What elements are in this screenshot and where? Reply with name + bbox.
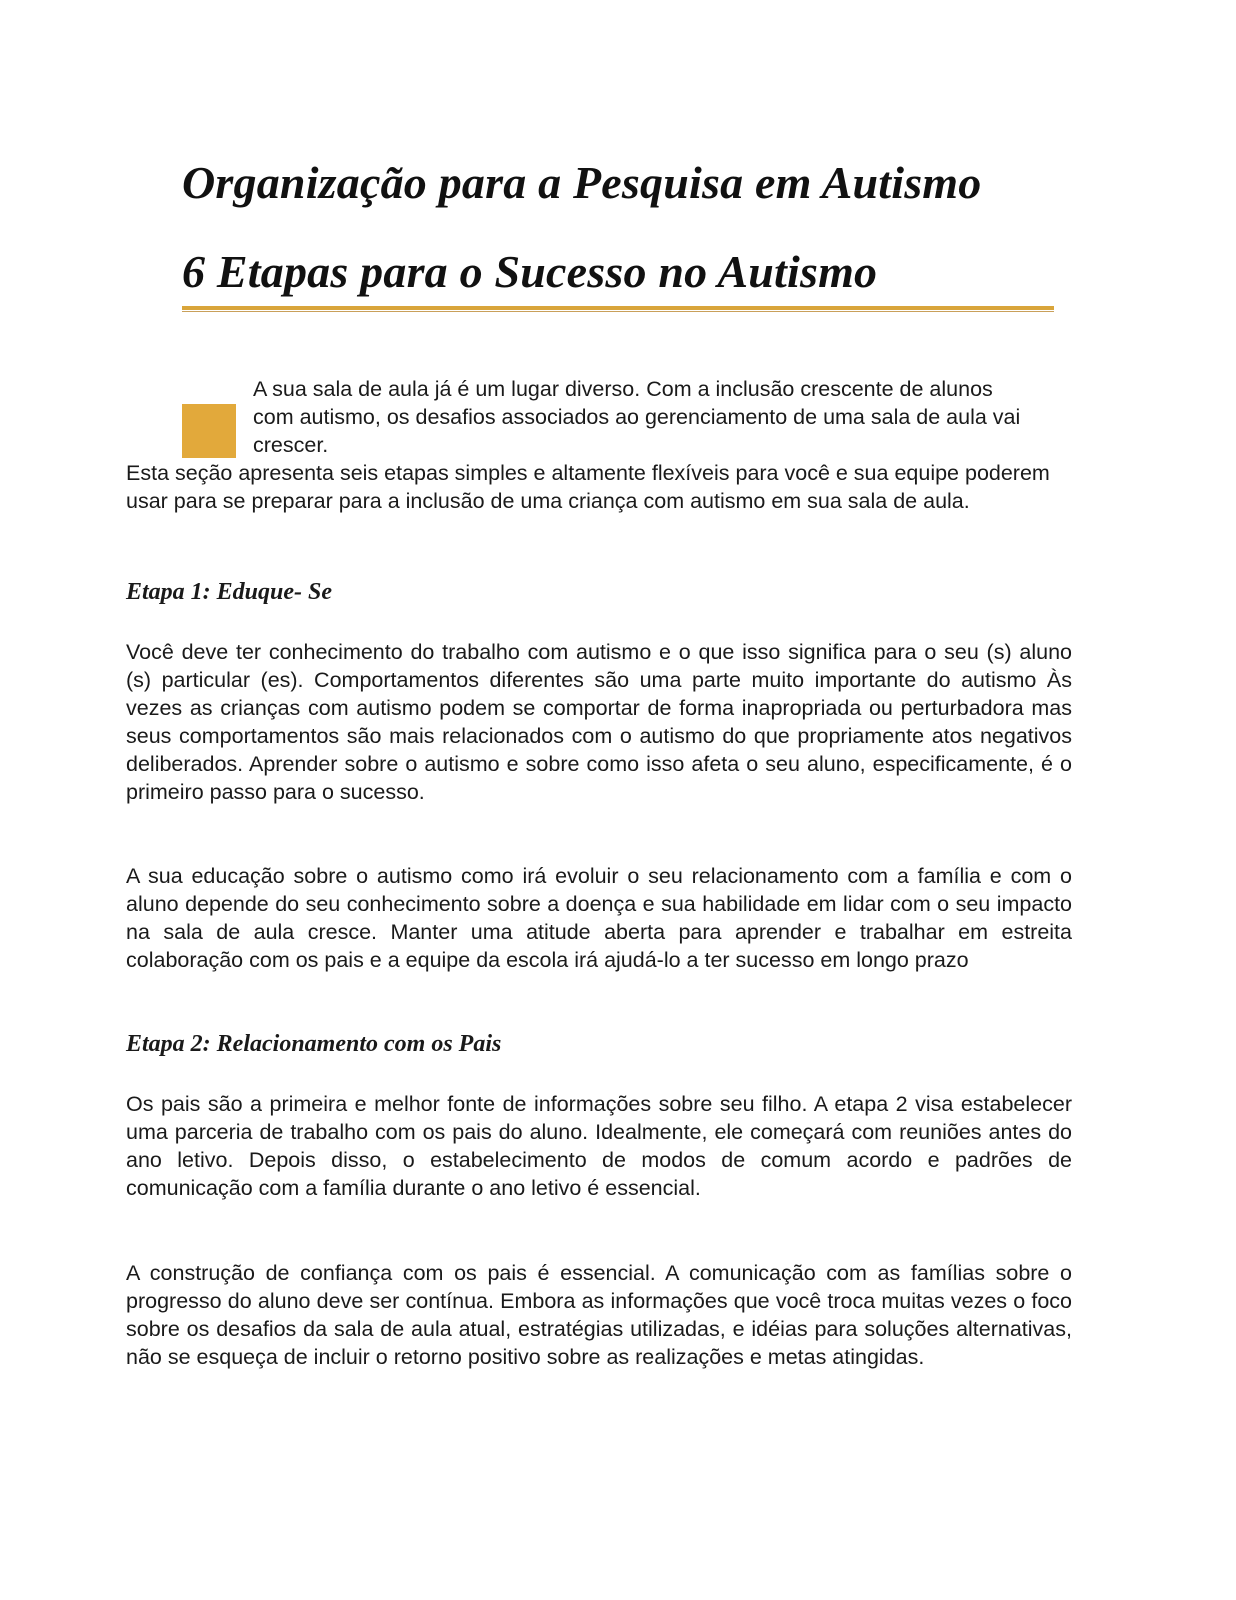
intro-lead-paragraph: A sua sala de aula já é um lugar diverso. Com a inclusão crescente de alunos com autismo, os desafios associados ao gerenciamento de uma sala de aula vai crescer. (253, 377, 1021, 457)
title-underline-thin (182, 311, 1054, 312)
etapa-1-paragraph-2: A sua educação sobre o autismo como irá evoluir o seu relacionamento com a família e com o aluno depende do seu conhecimento sobre a doença e sua habilidade em lidar com o seu impacto na sala de aula cresce. Manter uma atitude aberta para aprender e trabalhar em estreita colaboração com os pais e a equipe da escola irá ajudá-lo a ter sucesso em longo prazo (126, 864, 1072, 972)
document-title: Organização para a Pesquisa em Autismo (182, 157, 982, 208)
accent-square-icon (182, 404, 236, 458)
section-heading-etapa-1: Etapa 1: Eduque- Se (126, 579, 333, 605)
etapa-1-paragraph-1: Você deve ter conhecimento do trabalho com autismo e o que isso significa para o seu (s) aluno (s) particular (es). Comportamentos diferentes são uma parte muito importante do autismo Às vezes as crianças com autismo podem se comportar de forma inapropriada ou perturbadora mas seus comportamentos são mais relacionados com o autismo do que propriamente atos negativos deliberados. Aprender sobre o autismo e sobre como isso afeta o seu aluno, especificamente, é o primeiro passo para o sucesso. (126, 640, 1072, 804)
document-subtitle: 6 Etapas para o Sucesso no Autismo (182, 246, 878, 297)
etapa-2-paragraph-2: A construção de confiança com os pais é essencial. A comunicação com as famílias sobre o progresso do aluno deve ser contínua. Embora as informações que você troca muitas vezes o foco sobre os desafios da sala de aula atual, estratégias utilizadas, e idéias para soluções alternativas, não se esqueça de incluir o retorno positivo sobre as realizações e metas atingidas. (126, 1261, 1072, 1369)
title-underline (182, 306, 1054, 310)
intro-body-paragraph: Esta seção apresenta seis etapas simples e altamente flexíveis para você e sua equipe poderem usar para se preparar para a inclusão de uma criança com autismo em sua sala de aula. (126, 461, 1050, 513)
section-heading-etapa-2: Etapa 2: Relacionamento com os Pais (126, 1031, 502, 1057)
etapa-2-paragraph-1: Os pais são a primeira e melhor fonte de informações sobre seu filho. A etapa 2 visa estabelecer uma parceria de trabalho com os pais do aluno. Idealmente, ele começará com reuniões antes do ano letivo. Depois disso, o estabelecimento de modos de comum acordo e padrões de comunicação com a família durante o ano letivo é essencial. (126, 1092, 1072, 1200)
